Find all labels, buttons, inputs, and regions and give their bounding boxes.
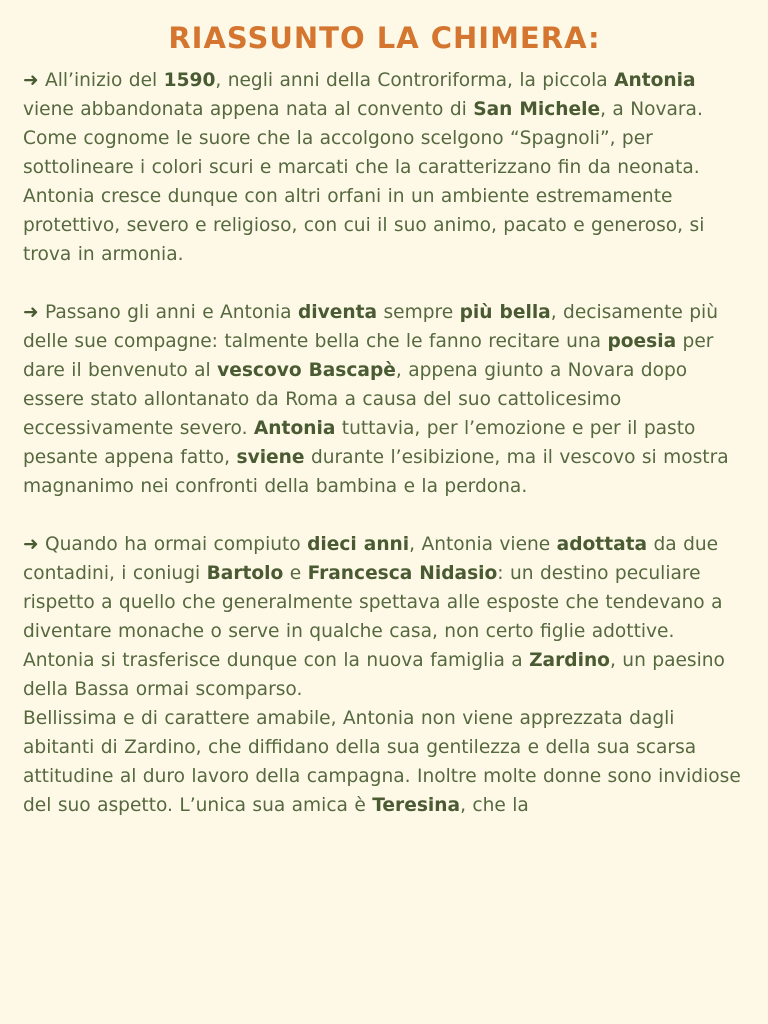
document-title: RIASSUNTO LA CHIMERA: bbox=[168, 21, 601, 55]
text-run: Passano gli anni e Antonia bbox=[38, 302, 298, 323]
text-run: viene abbandonata appena nata al convento di bbox=[23, 99, 474, 120]
highlighted-term: Teresina bbox=[372, 795, 461, 816]
text-run: durante l’esibizione, ma il vescovo si mostra magnanimo nei confronti della bambina e la perdona. bbox=[23, 447, 729, 497]
text-run: All’inizio del bbox=[38, 70, 164, 91]
highlighted-term: 1590 bbox=[163, 70, 216, 91]
highlighted-term: Antonia bbox=[614, 70, 696, 91]
text-run: e bbox=[283, 563, 308, 584]
text-run: , a Novara. Come cognome le suore che la accolgono scelgono “Spagnoli”, per sottolineare i colori scuri e marcati che la caratterizzano fin da neonata. Antonia cresce dunque con altri orfani in un ambiente estremamente protettivo, severo e religioso, con cui il suo animo, pacato e generoso, si trova in armonia. bbox=[23, 99, 705, 265]
highlighted-term: sviene bbox=[236, 447, 305, 468]
text-run: , decisamente più delle sue compagne: talmente bella che le fanno recitare una bbox=[23, 302, 718, 352]
text-run: , un paesino della Bassa ormai scomparso. bbox=[23, 650, 725, 700]
arrow-icon: ➜ bbox=[23, 302, 39, 323]
paragraph-4 bbox=[23, 704, 746, 820]
paragraph-2 bbox=[23, 298, 746, 501]
highlighted-term: Francesca Nidasio bbox=[307, 563, 498, 584]
text-run: per dare il benvenuto al bbox=[23, 331, 714, 381]
text-run: Bellissima e di carattere amabile, Antonia non viene apprezzata dagli abitanti di Zardino, che diffidano della sua gentilezza e della sua scarsa attitudine al duro lavoro della campagna. Inoltre molte donne sono invidiose del suo aspetto. L’unica sua amica è bbox=[23, 708, 741, 816]
text-run: , appena giunto a Novara dopo essere stato allontanato da Roma a causa del suo cattolicesimo eccessivamente severo. bbox=[23, 360, 688, 439]
arrow-icon: ➜ bbox=[23, 70, 39, 91]
highlighted-term: più bella bbox=[459, 302, 551, 323]
highlighted-term: Antonia bbox=[253, 418, 336, 439]
arrow-icon: ➜ bbox=[23, 534, 39, 555]
text-run: , Antonia viene bbox=[409, 534, 557, 555]
text-run: , che la bbox=[460, 795, 529, 816]
highlighted-term: San Michele bbox=[473, 99, 601, 120]
paragraph-1 bbox=[23, 66, 746, 269]
highlighted-term: vescovo Bascapè bbox=[217, 360, 396, 381]
highlighted-term: Bartolo bbox=[206, 563, 284, 584]
paragraph-3 bbox=[23, 530, 746, 704]
highlighted-term: dieci anni bbox=[307, 534, 410, 555]
highlighted-term: adottata bbox=[556, 534, 648, 555]
text-run: tuttavia, per l’emozione e per il pasto pesante appena fatto, bbox=[23, 418, 696, 468]
text-run: da due contadini, i coniugi bbox=[23, 534, 719, 584]
highlighted-term: poesia bbox=[607, 331, 677, 352]
text-run: : un destino peculiare rispetto a quello che generalmente spettava alle esposte che tendevano a diventare monache o serve in qualche casa, non certo figlie adottive. Antonia si trasferisce dunque con la nuova famiglia a bbox=[23, 563, 723, 671]
text-run: sempre bbox=[377, 302, 460, 323]
text-run: Quando ha ormai compiuto bbox=[38, 534, 308, 555]
highlighted-term: diventa bbox=[297, 302, 378, 323]
text-run: , negli anni della Controriforma, la piccola bbox=[215, 70, 615, 91]
highlighted-term: Zardino bbox=[529, 650, 610, 671]
